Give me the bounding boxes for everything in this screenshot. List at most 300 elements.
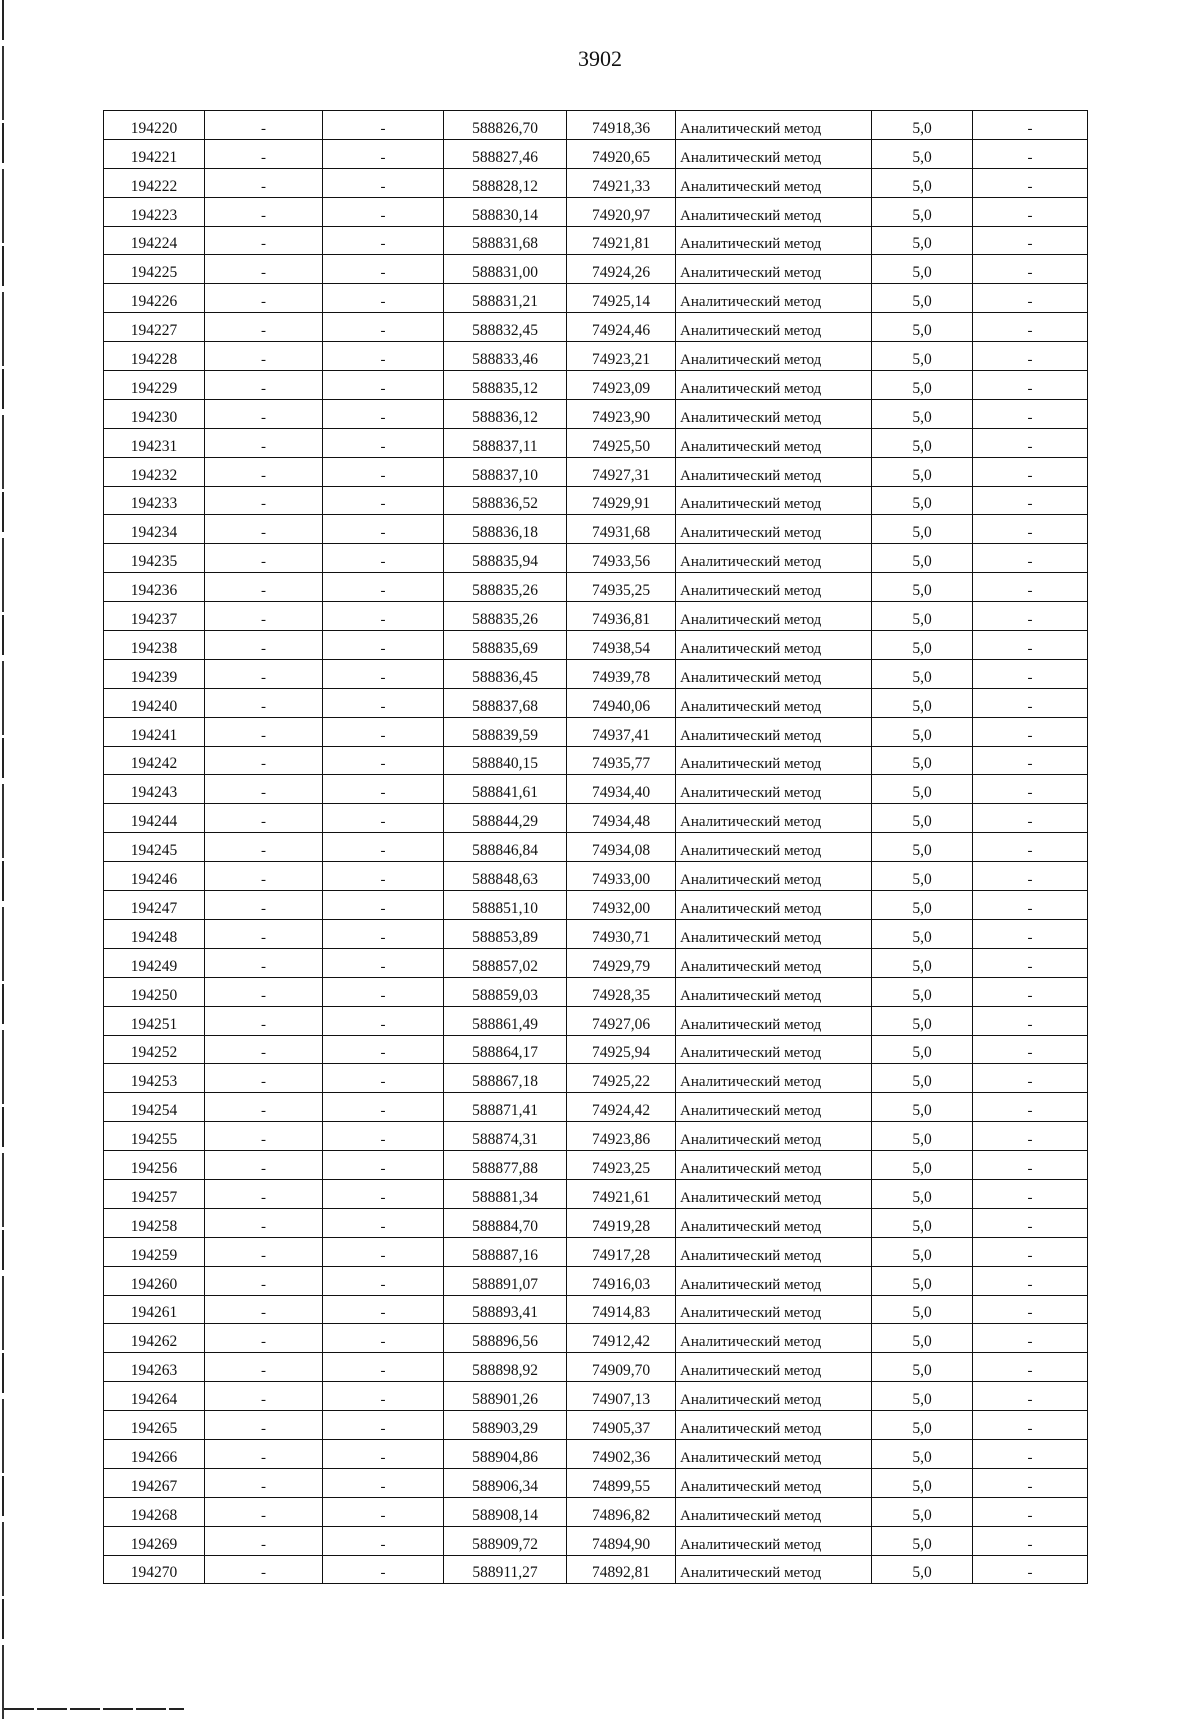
table-row (104, 342, 1088, 371)
cell-y-old: - (323, 342, 444, 371)
cell-point-number: 194230 (104, 399, 205, 428)
table-row (104, 399, 1088, 428)
cell-point-number: 194232 (104, 457, 205, 486)
cell-y-coordinate: 74928,35 (567, 977, 676, 1006)
cell-accuracy: 5,0 (872, 1497, 973, 1526)
cell-description: - (973, 1382, 1088, 1411)
cell-accuracy: 5,0 (872, 1382, 973, 1411)
cell-description: - (973, 1237, 1088, 1266)
cell-point-number: 194236 (104, 573, 205, 602)
cell-y-old: - (323, 1439, 444, 1468)
table-row (104, 1324, 1088, 1353)
cell-description: - (973, 1353, 1088, 1382)
cell-x-coordinate: 588851,10 (444, 891, 567, 920)
cell-accuracy: 5,0 (872, 573, 973, 602)
cell-accuracy: 5,0 (872, 197, 973, 226)
cell-accuracy: 5,0 (872, 1266, 973, 1295)
cell-y-coordinate: 74923,86 (567, 1122, 676, 1151)
cell-description: - (973, 1208, 1088, 1237)
cell-method: Аналитический метод (676, 804, 872, 833)
cell-x-coordinate: 588841,61 (444, 775, 567, 804)
cell-method: Аналитический метод (676, 746, 872, 775)
cell-y-coordinate: 74925,50 (567, 428, 676, 457)
table-row (104, 1035, 1088, 1064)
cell-x-coordinate: 588901,26 (444, 1382, 567, 1411)
cell-y-coordinate: 74894,90 (567, 1526, 676, 1555)
cell-y-coordinate: 74936,81 (567, 602, 676, 631)
cell-x-old: - (205, 1064, 323, 1093)
table-row (104, 1526, 1088, 1555)
cell-accuracy: 5,0 (872, 486, 973, 515)
cell-method: Аналитический метод (676, 688, 872, 717)
cell-accuracy: 5,0 (872, 1237, 973, 1266)
cell-point-number: 194227 (104, 313, 205, 342)
cell-method: Аналитический метод (676, 544, 872, 573)
cell-method: Аналитический метод (676, 775, 872, 804)
cell-point-number: 194261 (104, 1295, 205, 1324)
cell-y-old: - (323, 111, 444, 140)
cell-x-old: - (205, 1151, 323, 1180)
cell-x-coordinate: 588871,41 (444, 1093, 567, 1122)
cell-description: - (973, 919, 1088, 948)
cell-point-number: 194256 (104, 1151, 205, 1180)
cell-y-coordinate: 74927,31 (567, 457, 676, 486)
table-row (104, 602, 1088, 631)
cell-point-number: 194252 (104, 1035, 205, 1064)
cell-y-coordinate: 74914,83 (567, 1295, 676, 1324)
cell-accuracy: 5,0 (872, 1151, 973, 1180)
cell-accuracy: 5,0 (872, 1035, 973, 1064)
cell-point-number: 194269 (104, 1526, 205, 1555)
table-row (104, 168, 1088, 197)
cell-y-old: - (323, 717, 444, 746)
cell-accuracy: 5,0 (872, 1295, 973, 1324)
cell-y-coordinate: 74933,56 (567, 544, 676, 573)
cell-point-number: 194270 (104, 1555, 205, 1584)
cell-y-old: - (323, 659, 444, 688)
cell-method: Аналитический метод (676, 1439, 872, 1468)
cell-x-coordinate: 588836,52 (444, 486, 567, 515)
cell-method: Аналитический метод (676, 1555, 872, 1584)
cell-description: - (973, 457, 1088, 486)
table-row (104, 111, 1088, 140)
cell-point-number: 194228 (104, 342, 205, 371)
cell-x-coordinate: 588881,34 (444, 1179, 567, 1208)
cell-y-coordinate: 74925,22 (567, 1064, 676, 1093)
cell-description: - (973, 1093, 1088, 1122)
cell-x-coordinate: 588839,59 (444, 717, 567, 746)
cell-y-coordinate: 74905,37 (567, 1411, 676, 1440)
cell-x-old: - (205, 688, 323, 717)
cell-description: - (973, 659, 1088, 688)
cell-accuracy: 5,0 (872, 515, 973, 544)
cell-accuracy: 5,0 (872, 804, 973, 833)
cell-y-coordinate: 74935,25 (567, 573, 676, 602)
cell-method: Аналитический метод (676, 573, 872, 602)
cell-point-number: 194263 (104, 1353, 205, 1382)
cell-x-coordinate: 588836,12 (444, 399, 567, 428)
cell-x-coordinate: 588836,45 (444, 659, 567, 688)
cell-point-number: 194253 (104, 1064, 205, 1093)
table-row (104, 1093, 1088, 1122)
cell-accuracy: 5,0 (872, 1555, 973, 1584)
cell-x-old: - (205, 659, 323, 688)
cell-x-old: - (205, 1006, 323, 1035)
cell-point-number: 194239 (104, 659, 205, 688)
table-row (104, 428, 1088, 457)
cell-y-old: - (323, 1497, 444, 1526)
cell-x-coordinate: 588833,46 (444, 342, 567, 371)
cell-method: Аналитический метод (676, 1382, 872, 1411)
cell-y-old: - (323, 284, 444, 313)
cell-y-old: - (323, 1064, 444, 1093)
cell-description: - (973, 1179, 1088, 1208)
cell-method: Аналитический метод (676, 1208, 872, 1237)
cell-y-old: - (323, 948, 444, 977)
table-row (104, 1266, 1088, 1295)
cell-description: - (973, 515, 1088, 544)
cell-y-coordinate: 74939,78 (567, 659, 676, 688)
cell-method: Аналитический метод (676, 602, 872, 631)
cell-point-number: 194257 (104, 1179, 205, 1208)
cell-y-old: - (323, 775, 444, 804)
cell-x-old: - (205, 631, 323, 660)
cell-x-old: - (205, 1497, 323, 1526)
cell-point-number: 194233 (104, 486, 205, 515)
table-row (104, 1353, 1088, 1382)
cell-method: Аналитический метод (676, 948, 872, 977)
cell-y-coordinate: 74938,54 (567, 631, 676, 660)
table-row (104, 1006, 1088, 1035)
cell-y-old: - (323, 1208, 444, 1237)
cell-y-old: - (323, 486, 444, 515)
cell-y-coordinate: 74937,41 (567, 717, 676, 746)
cell-point-number: 194221 (104, 139, 205, 168)
cell-description: - (973, 486, 1088, 515)
cell-y-old: - (323, 168, 444, 197)
cell-method: Аналитический метод (676, 1324, 872, 1353)
cell-y-old: - (323, 573, 444, 602)
cell-description: - (973, 255, 1088, 284)
cell-point-number: 194249 (104, 948, 205, 977)
cell-x-old: - (205, 1382, 323, 1411)
cell-x-old: - (205, 457, 323, 486)
cell-description: - (973, 399, 1088, 428)
cell-accuracy: 5,0 (872, 544, 973, 573)
cell-method: Аналитический метод (676, 1122, 872, 1151)
cell-x-coordinate: 588844,29 (444, 804, 567, 833)
cell-y-old: - (323, 371, 444, 400)
table-row (104, 1237, 1088, 1266)
cell-x-old: - (205, 746, 323, 775)
table-row (104, 313, 1088, 342)
table-row (104, 1179, 1088, 1208)
cell-x-old: - (205, 573, 323, 602)
cell-x-old: - (205, 602, 323, 631)
table-row (104, 486, 1088, 515)
cell-y-old: - (323, 1468, 444, 1497)
table-row (104, 688, 1088, 717)
cell-accuracy: 5,0 (872, 457, 973, 486)
cell-description: - (973, 717, 1088, 746)
cell-x-old: - (205, 1555, 323, 1584)
cell-description: - (973, 1151, 1088, 1180)
cell-y-coordinate: 74925,94 (567, 1035, 676, 1064)
table-row (104, 1151, 1088, 1180)
cell-x-coordinate: 588831,00 (444, 255, 567, 284)
cell-point-number: 194238 (104, 631, 205, 660)
cell-x-coordinate: 588835,26 (444, 573, 567, 602)
cell-method: Аналитический метод (676, 1064, 872, 1093)
cell-accuracy: 5,0 (872, 342, 973, 371)
cell-y-old: - (323, 515, 444, 544)
cell-x-old: - (205, 1208, 323, 1237)
cell-point-number: 194267 (104, 1468, 205, 1497)
cell-point-number: 194268 (104, 1497, 205, 1526)
cell-accuracy: 5,0 (872, 919, 973, 948)
cell-x-coordinate: 588826,70 (444, 111, 567, 140)
cell-x-coordinate: 588848,63 (444, 862, 567, 891)
cell-x-coordinate: 588896,56 (444, 1324, 567, 1353)
cell-y-old: - (323, 919, 444, 948)
cell-point-number: 194262 (104, 1324, 205, 1353)
cell-point-number: 194264 (104, 1382, 205, 1411)
cell-x-old: - (205, 1526, 323, 1555)
table-row (104, 457, 1088, 486)
cell-y-coordinate: 74929,91 (567, 486, 676, 515)
cell-accuracy: 5,0 (872, 977, 973, 1006)
cell-x-coordinate: 588828,12 (444, 168, 567, 197)
cell-point-number: 194229 (104, 371, 205, 400)
cell-point-number: 194222 (104, 168, 205, 197)
cell-point-number: 194231 (104, 428, 205, 457)
cell-point-number: 194255 (104, 1122, 205, 1151)
cell-method: Аналитический метод (676, 1497, 872, 1526)
cell-accuracy: 5,0 (872, 313, 973, 342)
cell-point-number: 194251 (104, 1006, 205, 1035)
table-row (104, 919, 1088, 948)
cell-point-number: 194245 (104, 833, 205, 862)
table-row (104, 948, 1088, 977)
cell-method: Аналитический метод (676, 139, 872, 168)
cell-y-old: - (323, 1555, 444, 1584)
cell-point-number: 194244 (104, 804, 205, 833)
cell-accuracy: 5,0 (872, 399, 973, 428)
cell-accuracy: 5,0 (872, 862, 973, 891)
table-row (104, 515, 1088, 544)
cell-method: Аналитический метод (676, 197, 872, 226)
cell-method: Аналитический метод (676, 255, 872, 284)
cell-y-coordinate: 74924,26 (567, 255, 676, 284)
cell-x-old: - (205, 226, 323, 255)
table-row (104, 746, 1088, 775)
cell-y-old: - (323, 1122, 444, 1151)
cell-method: Аналитический метод (676, 1237, 872, 1266)
table-row (104, 226, 1088, 255)
cell-description: - (973, 688, 1088, 717)
scan-edge-line (2, 0, 4, 1719)
cell-y-old: - (323, 1266, 444, 1295)
cell-y-old: - (323, 226, 444, 255)
cell-method: Аналитический метод (676, 1093, 872, 1122)
cell-x-coordinate: 588904,86 (444, 1439, 567, 1468)
cell-description: - (973, 862, 1088, 891)
cell-y-coordinate: 74916,03 (567, 1266, 676, 1295)
cell-y-old: - (323, 602, 444, 631)
cell-y-coordinate: 74924,42 (567, 1093, 676, 1122)
cell-x-coordinate: 588906,34 (444, 1468, 567, 1497)
cell-y-old: - (323, 862, 444, 891)
cell-x-old: - (205, 342, 323, 371)
cell-point-number: 194240 (104, 688, 205, 717)
cell-description: - (973, 833, 1088, 862)
cell-x-old: - (205, 717, 323, 746)
cell-method: Аналитический метод (676, 919, 872, 948)
cell-point-number: 194235 (104, 544, 205, 573)
table-row (104, 631, 1088, 660)
cell-x-coordinate: 588909,72 (444, 1526, 567, 1555)
cell-description: - (973, 1324, 1088, 1353)
cell-x-coordinate: 588877,88 (444, 1151, 567, 1180)
cell-y-old: - (323, 1411, 444, 1440)
cell-method: Аналитический метод (676, 1035, 872, 1064)
cell-y-old: - (323, 1179, 444, 1208)
cell-description: - (973, 948, 1088, 977)
cell-accuracy: 5,0 (872, 284, 973, 313)
cell-point-number: 194237 (104, 602, 205, 631)
cell-accuracy: 5,0 (872, 139, 973, 168)
cell-description: - (973, 284, 1088, 313)
cell-accuracy: 5,0 (872, 255, 973, 284)
cell-description: - (973, 139, 1088, 168)
cell-x-coordinate: 588884,70 (444, 1208, 567, 1237)
cell-description: - (973, 226, 1088, 255)
cell-method: Аналитический метод (676, 1151, 872, 1180)
scan-edge-line-bottom (4, 1708, 184, 1710)
cell-point-number: 194243 (104, 775, 205, 804)
cell-accuracy: 5,0 (872, 226, 973, 255)
cell-method: Аналитический метод (676, 226, 872, 255)
cell-y-coordinate: 74921,33 (567, 168, 676, 197)
cell-x-coordinate: 588891,07 (444, 1266, 567, 1295)
cell-x-old: - (205, 111, 323, 140)
cell-accuracy: 5,0 (872, 1468, 973, 1497)
cell-description: - (973, 1439, 1088, 1468)
cell-x-coordinate: 588893,41 (444, 1295, 567, 1324)
cell-accuracy: 5,0 (872, 1353, 973, 1382)
cell-method: Аналитический метод (676, 342, 872, 371)
table-row (104, 1497, 1088, 1526)
cell-y-coordinate: 74923,09 (567, 371, 676, 400)
cell-accuracy: 5,0 (872, 1208, 973, 1237)
cell-x-coordinate: 588831,21 (444, 284, 567, 313)
cell-x-old: - (205, 139, 323, 168)
cell-method: Аналитический метод (676, 833, 872, 862)
cell-y-old: - (323, 631, 444, 660)
table-row (104, 544, 1088, 573)
cell-y-coordinate: 74934,48 (567, 804, 676, 833)
cell-x-old: - (205, 1179, 323, 1208)
cell-y-old: - (323, 1035, 444, 1064)
cell-y-old: - (323, 457, 444, 486)
cell-y-old: - (323, 1324, 444, 1353)
cell-y-old: - (323, 1353, 444, 1382)
cell-y-coordinate: 74907,13 (567, 1382, 676, 1411)
cell-x-coordinate: 588830,14 (444, 197, 567, 226)
cell-accuracy: 5,0 (872, 111, 973, 140)
cell-y-old: - (323, 1295, 444, 1324)
cell-description: - (973, 1064, 1088, 1093)
cell-description: - (973, 313, 1088, 342)
cell-description: - (973, 775, 1088, 804)
cell-x-old: - (205, 891, 323, 920)
cell-y-coordinate: 74930,71 (567, 919, 676, 948)
table-row (104, 775, 1088, 804)
table-row (104, 1122, 1088, 1151)
page-number: 3902 (578, 46, 622, 71)
cell-description: - (973, 168, 1088, 197)
cell-y-old: - (323, 1382, 444, 1411)
table-row (104, 862, 1088, 891)
cell-x-old: - (205, 399, 323, 428)
cell-description: - (973, 1526, 1088, 1555)
cell-accuracy: 5,0 (872, 371, 973, 400)
table-row (104, 891, 1088, 920)
cell-point-number: 194223 (104, 197, 205, 226)
cell-y-old: - (323, 833, 444, 862)
cell-accuracy: 5,0 (872, 631, 973, 660)
cell-accuracy: 5,0 (872, 688, 973, 717)
cell-y-coordinate: 74912,42 (567, 1324, 676, 1353)
cell-x-old: - (205, 371, 323, 400)
cell-point-number: 194247 (104, 891, 205, 920)
cell-accuracy: 5,0 (872, 1064, 973, 1093)
cell-y-coordinate: 74918,36 (567, 111, 676, 140)
cell-accuracy: 5,0 (872, 717, 973, 746)
cell-y-old: - (323, 804, 444, 833)
cell-y-old: - (323, 399, 444, 428)
table-row (104, 371, 1088, 400)
cell-y-coordinate: 74924,46 (567, 313, 676, 342)
cell-y-old: - (323, 139, 444, 168)
cell-x-old: - (205, 804, 323, 833)
cell-description: - (973, 573, 1088, 602)
cell-description: - (973, 1035, 1088, 1064)
cell-x-coordinate: 588859,03 (444, 977, 567, 1006)
cell-x-old: - (205, 948, 323, 977)
cell-y-old: - (323, 197, 444, 226)
cell-x-old: - (205, 544, 323, 573)
cell-x-old: - (205, 168, 323, 197)
cell-x-coordinate: 588840,15 (444, 746, 567, 775)
cell-method: Аналитический метод (676, 371, 872, 400)
cell-x-coordinate: 588867,18 (444, 1064, 567, 1093)
cell-x-coordinate: 588835,12 (444, 371, 567, 400)
cell-y-coordinate: 74931,68 (567, 515, 676, 544)
cell-method: Аналитический метод (676, 486, 872, 515)
cell-x-old: - (205, 1324, 323, 1353)
cell-y-coordinate: 74927,06 (567, 1006, 676, 1035)
cell-point-number: 194241 (104, 717, 205, 746)
cell-x-old: - (205, 197, 323, 226)
cell-point-number: 194266 (104, 1439, 205, 1468)
cell-x-coordinate: 588887,16 (444, 1237, 567, 1266)
cell-x-old: - (205, 1035, 323, 1064)
cell-y-old: - (323, 544, 444, 573)
cell-y-coordinate: 74921,61 (567, 1179, 676, 1208)
cell-method: Аналитический метод (676, 1526, 872, 1555)
cell-accuracy: 5,0 (872, 602, 973, 631)
